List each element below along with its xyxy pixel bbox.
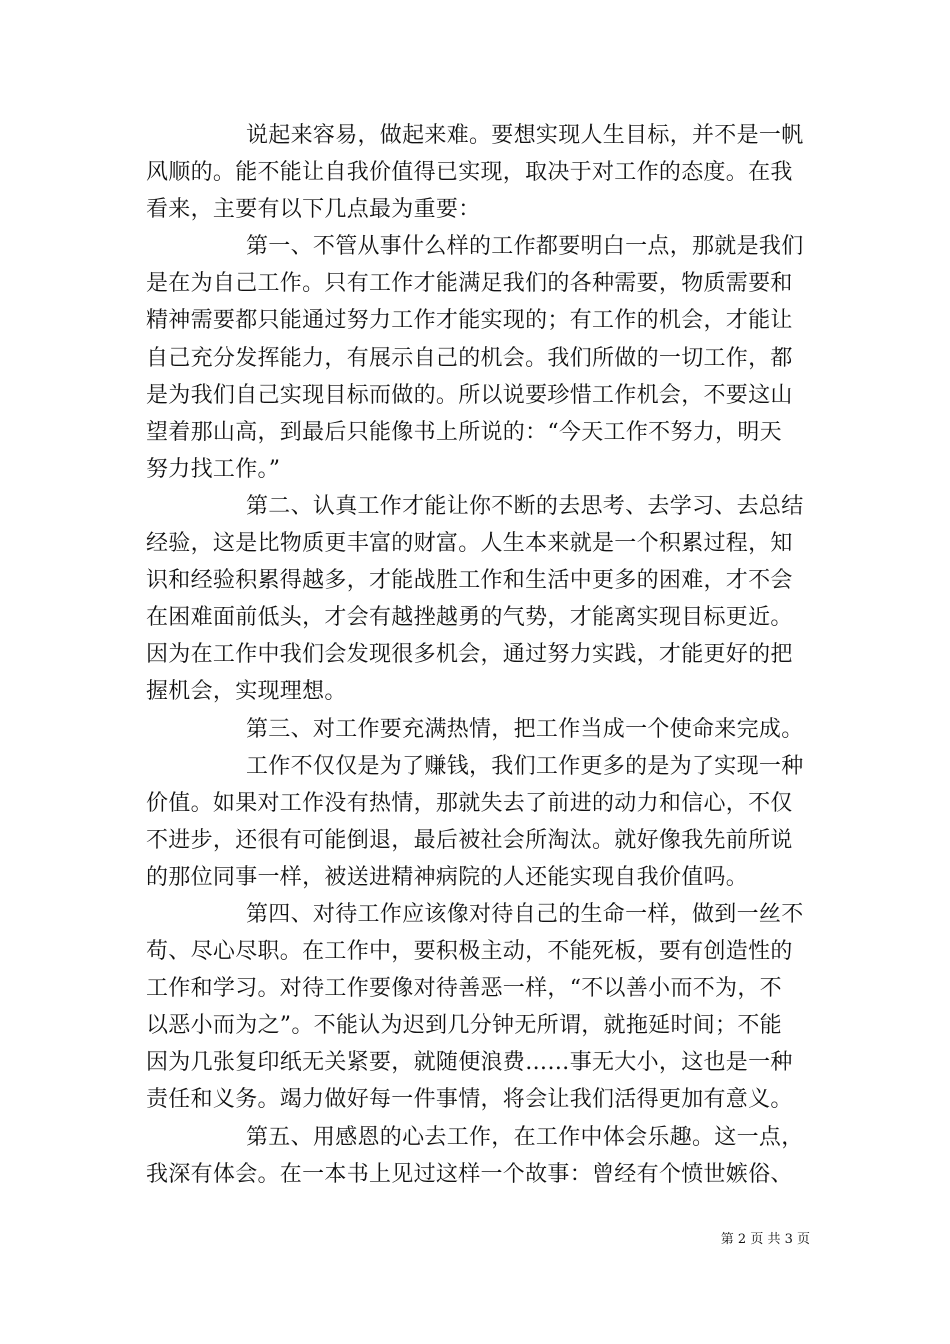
text-line: 经验，这是比物质更丰富的财富。人生本来就是一个积累过程，知 <box>146 531 793 557</box>
text-line: 望着那山高，到最后只能像书上所说的：“今天工作不努力，明天 <box>146 419 782 445</box>
document-body <box>146 117 808 1193</box>
text-line: 说起来容易，做起来难。要想实现人生目标，并不是一帆 <box>246 123 804 148</box>
text-line: 因为几张复印纸无关紧要，就随便浪费……事无大小，这也是一种 <box>146 1050 793 1076</box>
text-line: 在困难面前低头，才会有越挫越勇的气势，才能离实现目标更近。 <box>146 605 793 631</box>
text-line: 第四、对待工作应该像对待自己的生命一样，做到一丝不 <box>246 901 804 927</box>
page-number-footer: 第 2 页 共 3 页 <box>720 1232 810 1247</box>
text-line: 自己充分发挥能力，有展示自己的机会。我们所做的一切工作，都 <box>146 345 793 371</box>
text-line: 因为在工作中我们会发现很多机会，通过努力实践，才能更好的把 <box>146 642 793 668</box>
text-line: 责任和义务。竭力做好每一件事情，将会让我们活得更加有意义。 <box>146 1087 793 1113</box>
text-line: 第三、对工作要充满热情，把工作当成一个使命来完成。 <box>246 716 804 742</box>
text-line: 工作和学习。对待工作要像对待善恶一样，“不以善小而不为，不 <box>146 976 782 1002</box>
text-line: 苟、尽心尽职。在工作中，要积极主动，不能死板，要有创造性的 <box>146 939 793 965</box>
text-line: 握机会，实现理想。 <box>146 679 347 705</box>
text-line: 工作不仅仅是为了赚钱，我们工作更多的是为了实现一种 <box>246 753 804 779</box>
text-line: 识和经验积累得越多，才能战胜工作和生活中更多的困难，才不会 <box>146 568 793 594</box>
text-line: 第五、用感恩的心去工作，在工作中体会乐趣。这一点， <box>246 1124 804 1150</box>
text-line: 看来，主要有以下几点最为重要： <box>146 197 481 223</box>
text-line: 的那位同事一样，被送进精神病院的人还能实现自我价值吗。 <box>146 864 749 890</box>
text-line: 不进步，还很有可能倒退，最后被社会所淘汰。就好像我先前所说 <box>146 827 793 853</box>
text-line: 第二、认真工作才能让你不断的去思考、去学习、去总结 <box>246 493 804 519</box>
text-line: 第一、不管从事什么样的工作都要明白一点，那就是我们 <box>246 234 804 260</box>
text-line: 以恶小而为之”。不能认为迟到几分钟无所谓，就拖延时间；不能 <box>146 1013 782 1039</box>
text-line: 是在为自己工作。只有工作才能满足我们的各种需要，物质需要和 <box>146 271 793 297</box>
text-line: 风顺的。能不能让自我价值得已实现，取决于对工作的态度。在我 <box>146 160 793 186</box>
text-line: 努力找工作。” <box>146 456 281 482</box>
text-line: 精神需要都只能通过努力工作才能实现的；有工作的机会，才能让 <box>146 308 793 334</box>
text-line: 是为我们自己实现目标而做的。所以说要珍惜工作机会，不要这山 <box>146 382 793 408</box>
text-line: 价值。如果对工作没有热情，那就失去了前进的动力和信心，不仅 <box>146 790 793 816</box>
text-line: 我深有体会。在一本书上见过这样一个故事：曾经有个愤世嫉俗、 <box>146 1161 793 1187</box>
